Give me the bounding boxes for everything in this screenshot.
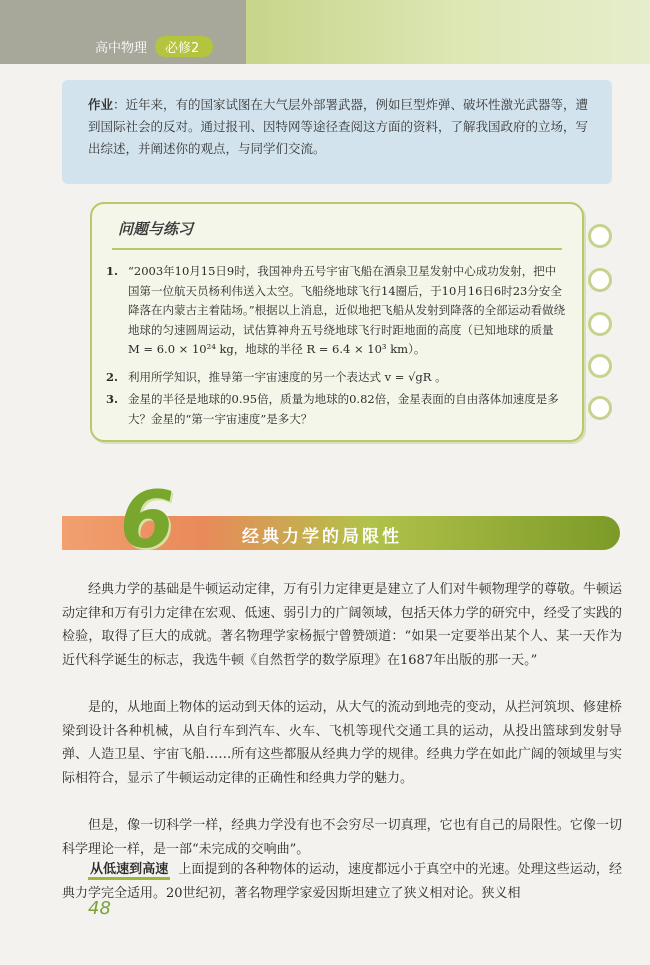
- assignment-body: ：近年来，有的国家试图在大气层外部署武器，例如巨型炸弹、破坏性激光武器等，遭到国际社会的反对。通过报刊、因特网等途径查阅这方面的资料，了解我国政府的立场，写出综述，并阐述你的观点，与同学们交流。: [88, 97, 589, 156]
- question-1: [106, 262, 566, 360]
- question-number: 1.: [106, 264, 119, 278]
- section-keyword: 从低速到高速: [88, 862, 170, 880]
- question-text: 利用所学知识，推导第一宇宙速度的另一个表达式 v = √gR 。: [128, 370, 447, 384]
- body-paragraph-2: 是的，从地面上物体的运动到天体的运动，从大气的流动到地壳的变动，从拦河筑坝、修建桥梁到设计各种机械，从自行车到汽车、火车、飞机等现代交通工具的运动，从投出篮球到发射导弹、人造卫星、宇宙飞船……所有这些都服从经典力学的规律。经典力学在如此广阔的领域里与实际相符合，显示了牛顿运动定律的正确性和经典力学的魅力。: [62, 700, 622, 786]
- page-number: 48: [88, 898, 111, 919]
- binder-ring: [588, 224, 612, 248]
- question-text: “2003年10月15日9时，我国神舟五号宇宙飞船在酒泉卫星发射中心成功发射，把中国第一位航天员杨利伟送入太空。飞船绕地球飞行14圈后，于10月16日6时23分安全降落在内蒙古主着陆场。”根据以上消息，近似地把飞船从发射到降落的全部运动看做绕地球的匀速圆周运动，试估算神舟五号绕地球飞行时距地面的高度（已知地球的质量 M = 6.0 × 10²⁴ kg，地球的半径 R = 6.4 × 10³ km）。: [128, 264, 566, 356]
- header-volume-badge: 必修2: [155, 36, 213, 57]
- question-number: 3.: [106, 392, 119, 406]
- body-paragraph-1: 经典力学的基础是牛顿运动定律，万有引力定律更是建立了人们对牛顿物理学的尊敬。牛顿运动定律和万有引力定律在宏观、低速、弱引力的广阔领域，包括天体力学的研究中，经受了实践的检验，取得了巨大的成就。著名物理学家杨振宁曾赞颂道：“如果一定要举出某个人、某一天作为近代科学诞生的标志，我选牛顿《自然哲学的数学原理》在1687年出版的那一天。”: [62, 582, 622, 668]
- section-paragraph: [62, 858, 622, 905]
- assignment-box: [62, 80, 612, 184]
- body-paragraph-3: 但是，像一切科学一样，经典力学没有也不会穷尽一切真理，它也有自己的局限性。它像一切科学理论一样，是一部“未完成的交响曲”。: [62, 818, 622, 857]
- assignment-text: [88, 94, 598, 160]
- question-3: [106, 390, 566, 429]
- binder-ring: [588, 312, 612, 336]
- question-number: 2.: [106, 370, 119, 384]
- question-text: 金星的半径是地球的0.95倍，质量为地球的0.82倍，金星表面的自由落体加速度是多大？金星的“第一宇宙速度”是多大？: [128, 392, 559, 426]
- practice-divider: [112, 248, 562, 250]
- binder-ring: [588, 396, 612, 420]
- assignment-label: 作业: [88, 97, 114, 112]
- question-2: [106, 368, 566, 388]
- practice-title: 问题与练习: [118, 220, 194, 238]
- binder-ring: [588, 354, 612, 378]
- binder-ring: [588, 268, 612, 292]
- chapter-title: 经典力学的局限性: [242, 527, 402, 547]
- header-accent: [246, 0, 650, 64]
- section-text: 上面提到的各种物体的运动，速度都远小于真空中的光速。处理这些运动，经典力学完全适用。20世纪初，著名物理学家爱因斯坦建立了狭义相对论。狭义相: [62, 862, 622, 901]
- practice-box: [90, 202, 584, 442]
- chapter-number: 6: [120, 476, 175, 566]
- running-header: [95, 36, 213, 56]
- header-subject: 高中物理: [95, 40, 148, 56]
